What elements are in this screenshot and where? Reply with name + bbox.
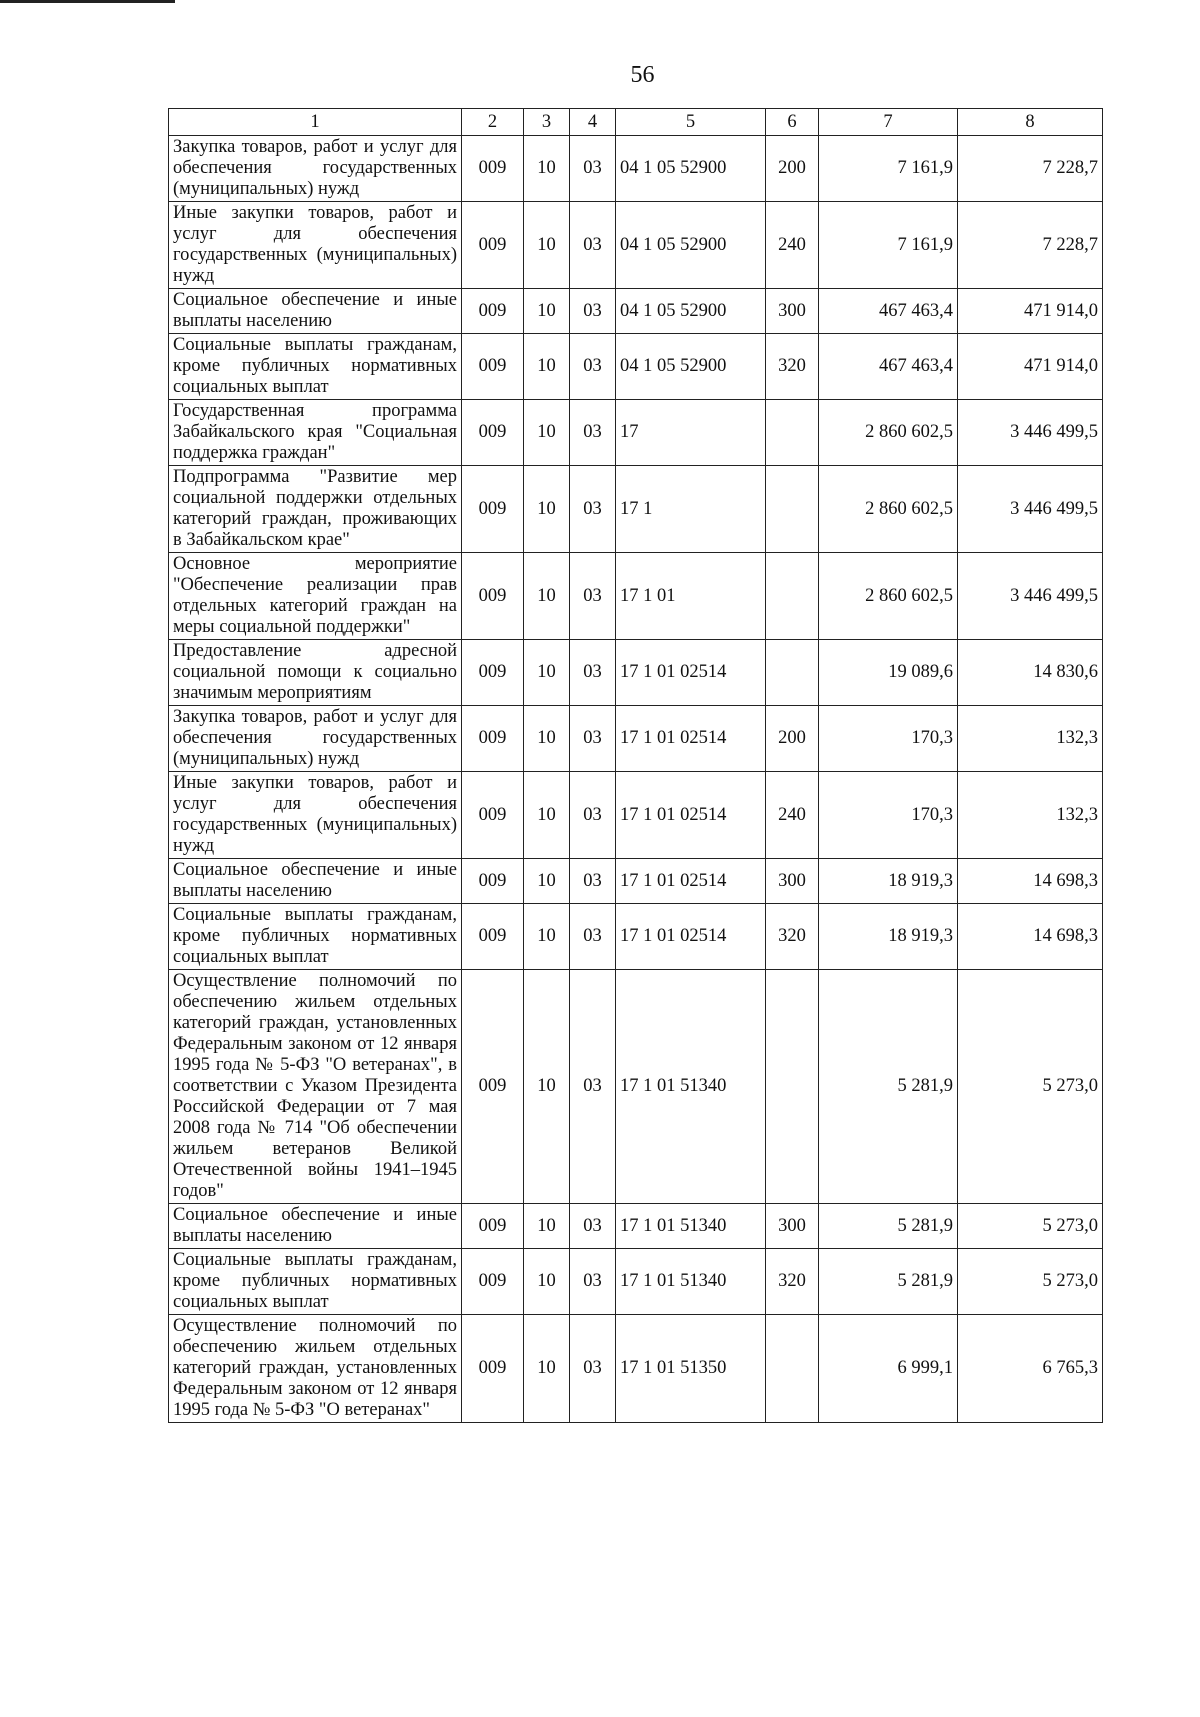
target-article-cell: 04 1 05 52900 — [616, 202, 766, 289]
subsection-cell: 03 — [570, 400, 616, 466]
subsection-cell: 03 — [570, 1204, 616, 1249]
ministry-code-cell: 009 — [462, 1204, 524, 1249]
table-row — [169, 970, 1103, 1204]
expense-type-cell: 200 — [766, 706, 819, 772]
amount-year2-cell: 3 446 499,5 — [958, 466, 1103, 553]
ministry-code-cell: 009 — [462, 970, 524, 1204]
ministry-code-cell: 009 — [462, 334, 524, 400]
target-article-cell: 17 1 — [616, 466, 766, 553]
ministry-code-cell: 009 — [462, 289, 524, 334]
table-row — [169, 1249, 1103, 1315]
section-cell: 10 — [524, 640, 570, 706]
section-cell: 10 — [524, 334, 570, 400]
expense-type-cell: 320 — [766, 1249, 819, 1315]
amount-year2-cell: 5 273,0 — [958, 1249, 1103, 1315]
expense-type-cell: 300 — [766, 1204, 819, 1249]
target-article-cell: 17 1 01 02514 — [616, 640, 766, 706]
expense-type-cell — [766, 466, 819, 553]
subsection-cell: 03 — [570, 202, 616, 289]
row-name-cell: Иные закупки товаров, работ и услуг для обеспечения государственных (муниципальных) нужд — [169, 772, 462, 859]
scan-artifact-line — [0, 0, 175, 3]
subsection-cell: 03 — [570, 772, 616, 859]
expense-type-cell: 320 — [766, 334, 819, 400]
target-article-cell: 04 1 05 52900 — [616, 334, 766, 400]
subsection-cell: 03 — [570, 706, 616, 772]
expense-type-cell — [766, 970, 819, 1204]
table-row — [169, 904, 1103, 970]
target-article-cell: 04 1 05 52900 — [616, 289, 766, 334]
ministry-code-cell: 009 — [462, 706, 524, 772]
table-row — [169, 553, 1103, 640]
table-row — [169, 1204, 1103, 1249]
header-cell: 7 — [819, 109, 958, 136]
row-name-cell: Иные закупки товаров, работ и услуг для обеспечения государственных (муниципальных) нужд — [169, 202, 462, 289]
amount-year1-cell: 7 161,9 — [819, 136, 958, 202]
amount-year1-cell: 5 281,9 — [819, 1204, 958, 1249]
amount-year1-cell: 18 919,3 — [819, 859, 958, 904]
table-row — [169, 640, 1103, 706]
amount-year2-cell: 14 698,3 — [958, 859, 1103, 904]
row-name-cell: Социальное обеспечение и иные выплаты населению — [169, 1204, 462, 1249]
row-name-cell: Закупка товаров, работ и услуг для обеспечения государственных (муниципальных) нужд — [169, 706, 462, 772]
subsection-cell: 03 — [570, 466, 616, 553]
target-article-cell: 17 1 01 02514 — [616, 859, 766, 904]
section-cell: 10 — [524, 1315, 570, 1423]
expense-type-cell: 200 — [766, 136, 819, 202]
ministry-code-cell: 009 — [462, 136, 524, 202]
ministry-code-cell: 009 — [462, 553, 524, 640]
ministry-code-cell: 009 — [462, 1315, 524, 1423]
table-row — [169, 466, 1103, 553]
header-cell: 1 — [169, 109, 462, 136]
row-name-cell: Социальное обеспечение и иные выплаты населению — [169, 859, 462, 904]
table-row — [169, 772, 1103, 859]
amount-year1-cell: 7 161,9 — [819, 202, 958, 289]
table-row — [169, 334, 1103, 400]
amount-year2-cell: 14 698,3 — [958, 904, 1103, 970]
section-cell: 10 — [524, 772, 570, 859]
ministry-code-cell: 009 — [462, 1249, 524, 1315]
target-article-cell: 17 — [616, 400, 766, 466]
amount-year1-cell: 5 281,9 — [819, 970, 958, 1204]
amount-year2-cell: 5 273,0 — [958, 1204, 1103, 1249]
target-article-cell: 17 1 01 — [616, 553, 766, 640]
target-article-cell: 04 1 05 52900 — [616, 136, 766, 202]
section-cell: 10 — [524, 904, 570, 970]
amount-year1-cell: 467 463,4 — [819, 289, 958, 334]
table-body — [169, 136, 1103, 1423]
subsection-cell: 03 — [570, 970, 616, 1204]
ministry-code-cell: 009 — [462, 202, 524, 289]
amount-year1-cell: 2 860 602,5 — [819, 400, 958, 466]
ministry-code-cell: 009 — [462, 859, 524, 904]
row-name-cell: Социальное обеспечение и иные выплаты населению — [169, 289, 462, 334]
amount-year1-cell: 467 463,4 — [819, 334, 958, 400]
header-cell: 4 — [570, 109, 616, 136]
header-cell: 3 — [524, 109, 570, 136]
section-cell: 10 — [524, 466, 570, 553]
amount-year1-cell: 6 999,1 — [819, 1315, 958, 1423]
section-cell: 10 — [524, 136, 570, 202]
subsection-cell: 03 — [570, 136, 616, 202]
row-name-cell: Подпрограмма "Развитие мер социальной поддержки отдельных категорий граждан, проживающих в Забайкальском крае" — [169, 466, 462, 553]
expense-type-cell: 300 — [766, 859, 819, 904]
amount-year1-cell: 170,3 — [819, 772, 958, 859]
header-cell: 6 — [766, 109, 819, 136]
amount-year2-cell: 471 914,0 — [958, 334, 1103, 400]
target-article-cell: 17 1 01 51340 — [616, 1204, 766, 1249]
header-cell: 2 — [462, 109, 524, 136]
amount-year1-cell: 2 860 602,5 — [819, 553, 958, 640]
amount-year1-cell: 2 860 602,5 — [819, 466, 958, 553]
page-number: 56 — [630, 62, 655, 88]
target-article-cell: 17 1 01 51340 — [616, 1249, 766, 1315]
row-name-cell: Социальные выплаты гражданам, кроме публичных нормативных социальных выплат — [169, 904, 462, 970]
section-cell: 10 — [524, 400, 570, 466]
section-cell: 10 — [524, 970, 570, 1204]
target-article-cell: 17 1 01 02514 — [616, 772, 766, 859]
row-name-cell: Социальные выплаты гражданам, кроме публичных нормативных социальных выплат — [169, 334, 462, 400]
expense-type-cell — [766, 400, 819, 466]
ministry-code-cell: 009 — [462, 772, 524, 859]
row-name-cell: Осуществление полномочий по обеспечению жильем отдельных категорий граждан, установленных Федеральным законом от 12 января 1995 года № 5-ФЗ "О ветеранах" — [169, 1315, 462, 1423]
subsection-cell: 03 — [570, 640, 616, 706]
section-cell: 10 — [524, 553, 570, 640]
section-cell: 10 — [524, 706, 570, 772]
subsection-cell: 03 — [570, 1249, 616, 1315]
table-row — [169, 1315, 1103, 1423]
target-article-cell: 17 1 01 02514 — [616, 904, 766, 970]
table-row — [169, 706, 1103, 772]
subsection-cell: 03 — [570, 289, 616, 334]
table-row — [169, 136, 1103, 202]
expense-type-cell — [766, 640, 819, 706]
section-cell: 10 — [524, 1249, 570, 1315]
amount-year2-cell: 7 228,7 — [958, 136, 1103, 202]
expense-type-cell: 240 — [766, 202, 819, 289]
amount-year1-cell: 5 281,9 — [819, 1249, 958, 1315]
section-cell: 10 — [524, 289, 570, 334]
table-row — [169, 289, 1103, 334]
target-article-cell: 17 1 01 02514 — [616, 706, 766, 772]
budget-table — [168, 108, 1103, 1423]
ministry-code-cell: 009 — [462, 466, 524, 553]
ministry-code-cell: 009 — [462, 640, 524, 706]
amount-year2-cell: 6 765,3 — [958, 1315, 1103, 1423]
row-name-cell: Осуществление полномочий по обеспечению жильем отдельных категорий граждан, установленных Федеральным законом от 12 января 1995 года № 5-ФЗ "О ветеранах", в соответствии с Указом Президента Российской Федерации от 7 мая 2008 года № 714 "Об обеспечении жильем ветеранов Великой Отечественной войны 1941–1945 годов" — [169, 970, 462, 1204]
row-name-cell: Основное мероприятие "Обеспечение реализации прав отдельных категорий граждан на меры социальной поддержки" — [169, 553, 462, 640]
row-name-cell: Предоставление адресной социальной помощи к социально значимым мероприятиям — [169, 640, 462, 706]
expense-type-cell: 240 — [766, 772, 819, 859]
ministry-code-cell: 009 — [462, 400, 524, 466]
section-cell: 10 — [524, 859, 570, 904]
table-header-row — [169, 109, 1103, 136]
amount-year1-cell: 19 089,6 — [819, 640, 958, 706]
amount-year2-cell: 471 914,0 — [958, 289, 1103, 334]
table-row — [169, 400, 1103, 466]
amount-year2-cell: 3 446 499,5 — [958, 400, 1103, 466]
row-name-cell: Государственная программа Забайкальского края "Социальная поддержка граждан" — [169, 400, 462, 466]
expense-type-cell: 300 — [766, 289, 819, 334]
subsection-cell: 03 — [570, 334, 616, 400]
amount-year2-cell: 3 446 499,5 — [958, 553, 1103, 640]
header-cell: 8 — [958, 109, 1103, 136]
amount-year2-cell: 5 273,0 — [958, 970, 1103, 1204]
ministry-code-cell: 009 — [462, 904, 524, 970]
expense-type-cell: 320 — [766, 904, 819, 970]
subsection-cell: 03 — [570, 904, 616, 970]
amount-year1-cell: 170,3 — [819, 706, 958, 772]
subsection-cell: 03 — [570, 553, 616, 640]
row-name-cell: Закупка товаров, работ и услуг для обеспечения государственных (муниципальных) нужд — [169, 136, 462, 202]
section-cell: 10 — [524, 1204, 570, 1249]
header-cell: 5 — [616, 109, 766, 136]
target-article-cell: 17 1 01 51350 — [616, 1315, 766, 1423]
expense-type-cell — [766, 1315, 819, 1423]
amount-year1-cell: 18 919,3 — [819, 904, 958, 970]
table-row — [169, 202, 1103, 289]
expense-type-cell — [766, 553, 819, 640]
subsection-cell: 03 — [570, 1315, 616, 1423]
subsection-cell: 03 — [570, 859, 616, 904]
amount-year2-cell: 7 228,7 — [958, 202, 1103, 289]
section-cell: 10 — [524, 202, 570, 289]
amount-year2-cell: 132,3 — [958, 706, 1103, 772]
target-article-cell: 17 1 01 51340 — [616, 970, 766, 1204]
amount-year2-cell: 132,3 — [958, 772, 1103, 859]
row-name-cell: Социальные выплаты гражданам, кроме публичных нормативных социальных выплат — [169, 1249, 462, 1315]
table-row — [169, 859, 1103, 904]
amount-year2-cell: 14 830,6 — [958, 640, 1103, 706]
